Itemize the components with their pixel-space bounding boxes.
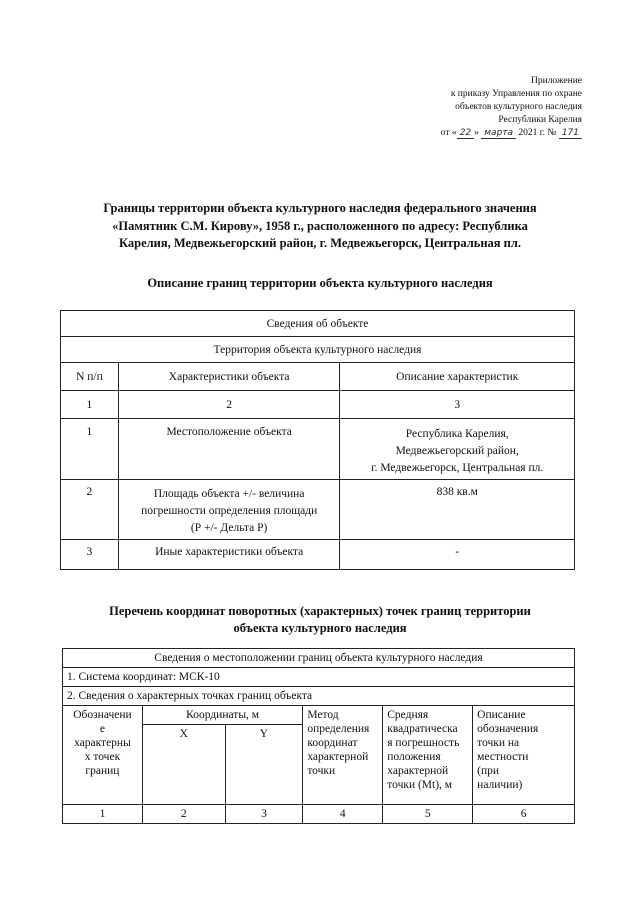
- column-header: Обозначени е характерны х точек границ: [63, 706, 143, 805]
- column-number: 6: [473, 805, 575, 824]
- column-header: Характеристики объекта: [118, 363, 340, 391]
- column-header: Описание характеристик: [340, 363, 575, 391]
- appendix-block: [382, 75, 582, 140]
- column-number: 1: [61, 391, 119, 419]
- appendix-line: Республики Карелия: [498, 115, 582, 125]
- coordinates-table: [62, 648, 575, 824]
- table-header: Территория объекта культурного наследия: [61, 337, 575, 363]
- appendix-line: к приказу Управления по охране: [450, 89, 582, 99]
- column-header: Описание обозначения точки на местности (при наличии): [473, 706, 575, 805]
- column-number: 3: [225, 805, 303, 824]
- column-header: Координаты, м: [142, 706, 302, 725]
- column-number: 4: [303, 805, 383, 824]
- points-info: 2. Сведения о характерных точках границ объекта: [63, 687, 575, 706]
- coordinate-system: 1. Система координат: МСК-10: [63, 668, 575, 687]
- table-row: 1 Местоположение объекта Республика Карелия, Медвежьегорский район, г. Медвежьегорск, Центральная пл.: [61, 419, 575, 480]
- column-header: Средняя квадратическа я погрешность положения характерной точки (Mt), м: [383, 706, 473, 805]
- column-header: X: [142, 725, 225, 805]
- column-number: 2: [142, 805, 225, 824]
- column-number: 2: [118, 391, 340, 419]
- appendix-line: объектов культурного наследия: [455, 102, 582, 112]
- table-row: 2 Площадь объекта +/- величина погрешности определения площади (Р +/- Дельта Р) 838 кв.м: [61, 480, 575, 540]
- date-month: марта: [481, 128, 516, 139]
- date-number: 171: [559, 128, 582, 139]
- column-number: 1: [63, 805, 143, 824]
- column-number: 3: [340, 391, 575, 419]
- column-header: Метод определения координат характерной точки: [303, 706, 383, 805]
- appendix-date: от « 22 » марта 2021 г. № 171: [382, 127, 582, 140]
- column-header: N п/п: [61, 363, 119, 391]
- document-title: Границы территории объекта культурного наследия федерального значения «Памятник С.М. Кирову», 1958 г., расположенного по адресу: Республика Карелия, Медвежьегорский район, г. Медвежьегорск, Центральная пл.: [103, 201, 537, 250]
- object-info-table: [60, 310, 575, 570]
- table-header: Сведения об объекте: [61, 311, 575, 337]
- table-row: 3 Иные характеристики объекта -: [61, 540, 575, 570]
- column-number: 5: [383, 805, 473, 824]
- section-title-boundaries: Описание границ территории объекта культурного наследия: [147, 276, 493, 290]
- column-header: Y: [225, 725, 303, 805]
- table-header: Сведения о местоположении границ объекта культурного наследия: [63, 649, 575, 668]
- section-title-coordinates: Перечень координат поворотных (характерных) точек границ территории объекта культурного наследия: [109, 604, 531, 635]
- date-day: 22: [457, 128, 474, 139]
- appendix-line: Приложение: [531, 76, 582, 86]
